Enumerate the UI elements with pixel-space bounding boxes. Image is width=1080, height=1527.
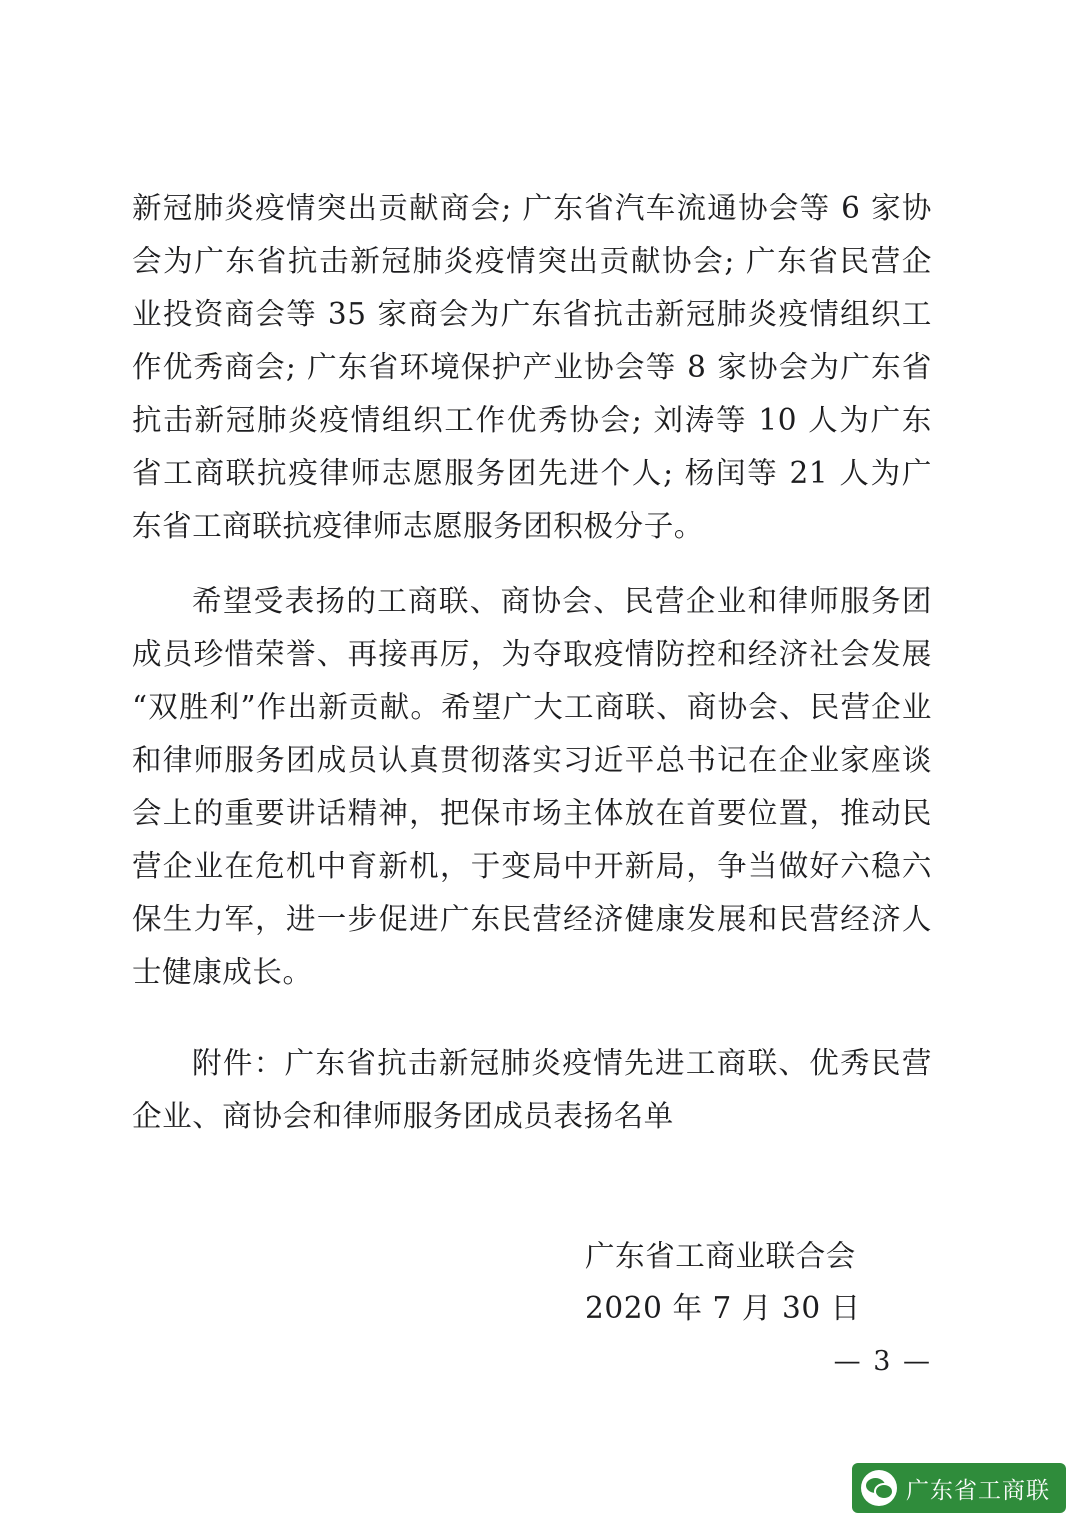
wechat-watermark <box>852 1463 1066 1513</box>
paragraph-spacer <box>132 553 932 575</box>
wechat-icon <box>861 1470 897 1506</box>
paragraph-encouragement: 希望受表扬的工商联、商协会、民营企业和律师服务团成员珍惜荣誉、再接再厉，为夺取疫情防控和经济社会发展“双胜利”作出新贡献。希望广大工商联、商协会、民营企业和律师服务团成员认真贯彻落实习近平总书记在企业家座谈会上的重要讲话精神，把保市场主体放在首要位置，推动民营企业在危机中育新机，于变局中开新局，争当做好六稳六保生力军，进一步促进广东民营经济健康发展和民营经济人士健康成长。 <box>132 584 932 989</box>
signature-date: 2020 年 7 月 30 日 <box>585 1291 861 1325</box>
wechat-watermark-label: 广东省工商联 <box>906 1477 1050 1504</box>
signature-organization: 广东省工商业联合会 <box>585 1239 856 1273</box>
attachment-line: 附件：广东省抗击新冠肺炎疫情先进工商联、优秀民营企业、商协会和律师服务团成员表扬名单 <box>132 1046 932 1133</box>
signature-block <box>585 1230 925 1334</box>
paragraph-awards-list: 新冠肺炎疫情突出贡献商会; 广东省汽车流通协会等 6 家协会为广东省抗击新冠肺炎疫情突出贡献协会; 广东省民营企业投资商会等 35 家商会为广东省抗击新冠肺炎疫情组织工作优秀商会; 广东省环境保护产业协会等 8 家协会为广东省抗击新冠肺炎疫情组织工作优秀协会; 刘涛等 10 人为广东省工商联抗疫律师志愿服务团先进个人; 杨闰等 21 人为广东省工商联抗疫律师志愿服务团积极分子。 <box>132 191 932 543</box>
document-body <box>132 182 932 1143</box>
page-number: — 3 — <box>833 1346 932 1377</box>
attachment-spacer <box>132 999 932 1037</box>
